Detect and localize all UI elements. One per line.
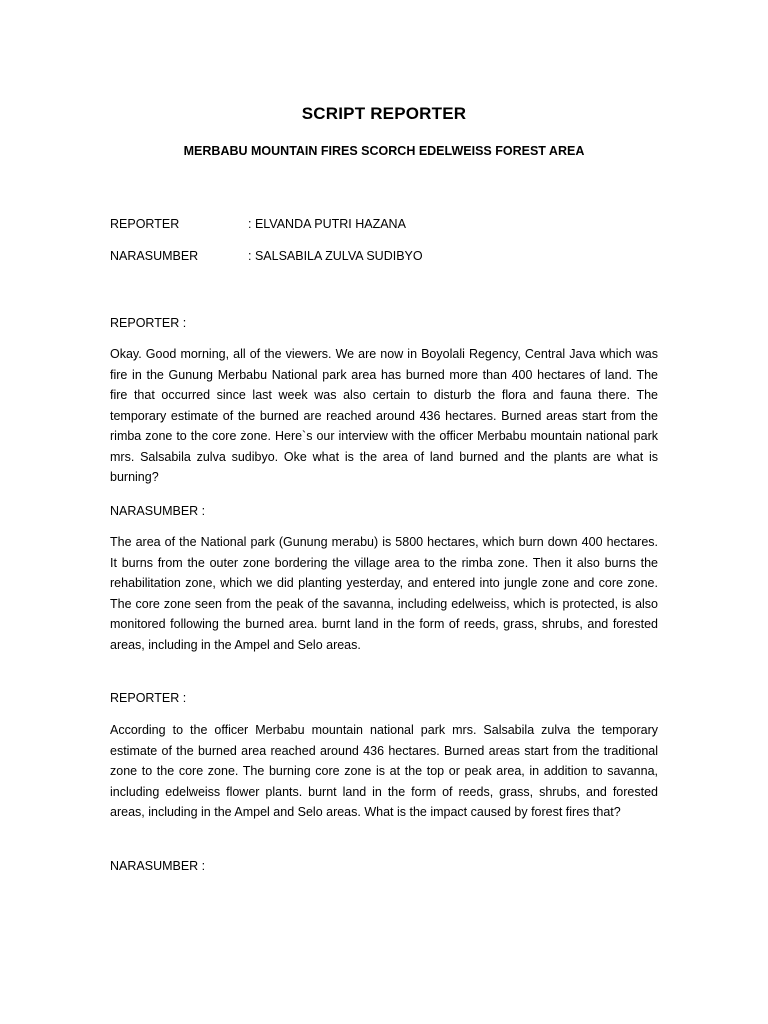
dialogue-paragraph: The area of the National park (Gunung merabu) is 5800 hectares, which burn down 400 hectares. It burns from the outer zone bordering the village area to the rimba zone. Then it also burns the rehabilitation zone, which we did planting yesterday, and entered into jungle zone and core zone. The core zone seen from the peak of the savanna, including edelweiss, which is protected, is also monitored following the burned area. burnt land in the form of reeds, grass, shrubs, and forested areas, including in the Ampel and Selo areas. (110, 535, 658, 652)
speaker-label: REPORTER : (110, 691, 187, 705)
meta-label: REPORTER (110, 217, 180, 231)
document-subtitle: MERBABU MOUNTAIN FIRES SCORCH EDELWEISS FOREST AREA (183, 144, 585, 158)
meta-row-reporter (110, 215, 406, 233)
dialogue-paragraph: According to the officer Merbabu mountain national park mrs. Salsabila zulva the temporary estimate of the burned area reached around 436 hectares. Burned areas start from the traditional zone to the core zone. The burning core zone is at the top or peak area, in addition to savanna, including edelweiss flower plants. burnt land in the form of reeds, grass, shrubs, and forested areas, including in the Ampel and Selo areas. What is the impact caused by forest fires that? (110, 723, 658, 819)
speaker-label: REPORTER : (110, 316, 187, 330)
speaker-label: NARASUMBER : (110, 504, 206, 518)
meta-row-narasumber (110, 247, 423, 265)
meta-value: : ELVANDA PUTRI HAZANA (248, 217, 406, 231)
meta-label: NARASUMBER (110, 249, 199, 263)
document-title: SCRIPT REPORTER (301, 104, 467, 123)
dialogue-paragraph: Okay. Good morning, all of the viewers. We are now in Boyolali Regency, Central Java which was fire in the Gunung Merbabu National park area has burned more than 400 hectares of land. The fire that occurred since last week was also certain to disturb the flora and fauna there. The temporary estimate of the burned are reached around 436 hectares. Burned areas start from the rimba zone to the core zone. Here`s our interview with the officer Merbabu mountain national park mrs. Salsabila zulva sudibyo. Oke what is the area of land burned and the plants are what is burning? (110, 347, 658, 484)
meta-value: : SALSABILA ZULVA SUDIBYO (248, 249, 423, 263)
speaker-label: NARASUMBER : (110, 859, 206, 873)
